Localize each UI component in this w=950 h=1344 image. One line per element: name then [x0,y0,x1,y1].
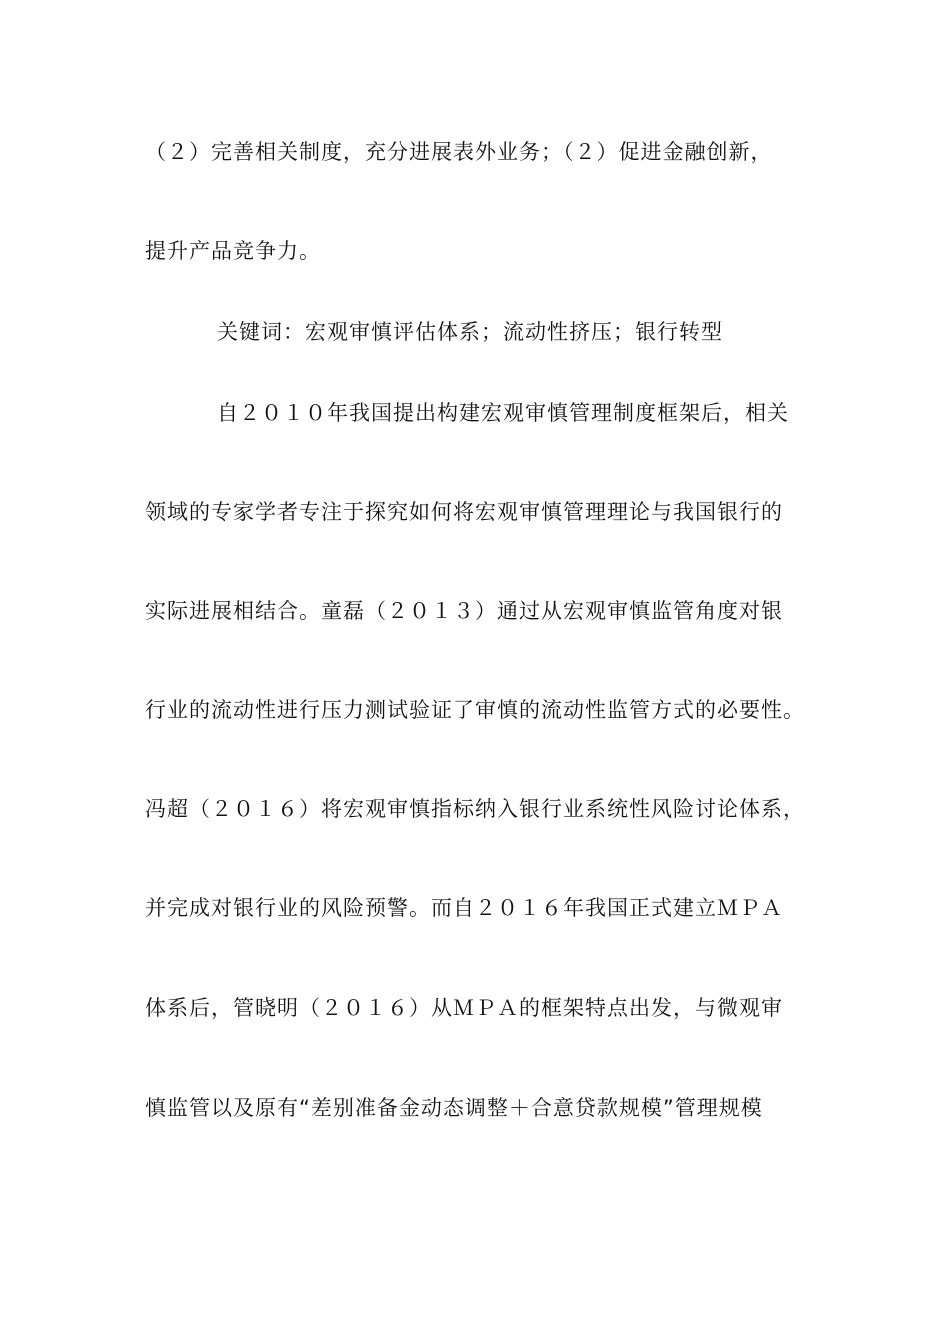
text-line-11: 慎监管以及原有“差别准备金动态调整＋合意贷款规模”管理规模 [145,1096,763,1120]
text-line-9: 并完成对银行业的风险预警。而自２０１６年我国正式建立ＭＰＡ [145,896,783,920]
keywords-line: 关键词：宏观审慎评估体系；流动性挤压；银行转型 [217,320,723,344]
text-line-4: 自２０１０年我国提出构建宏观审慎管理制度框架后，相关 [217,401,789,425]
text-line-1: （２）完善相关制度，充分进展表外业务；（２）促进金融创新， [145,140,773,164]
text-line-7: 行业的流动性进行压力测试验证了审慎的流动性监管方式的必要性。 [145,698,805,722]
text-line-8: 冯超（２０１６）将宏观审慎指标纳入银行业系统性风险讨论体系， [145,797,805,821]
text-line-10: 体系后，管晓明（２０１６）从ＭＰＡ的框架特点出发，与微观审 [145,996,783,1020]
text-line-6: 实际进展相结合。童磊（２０１３）通过从宏观审慎监管角度对银 [145,599,783,623]
text-line-5: 领域的专家学者专注于探究如何将宏观审慎管理理论与我国银行的 [145,500,783,524]
text-line-2: 提升产品竞争力。 [145,239,321,263]
